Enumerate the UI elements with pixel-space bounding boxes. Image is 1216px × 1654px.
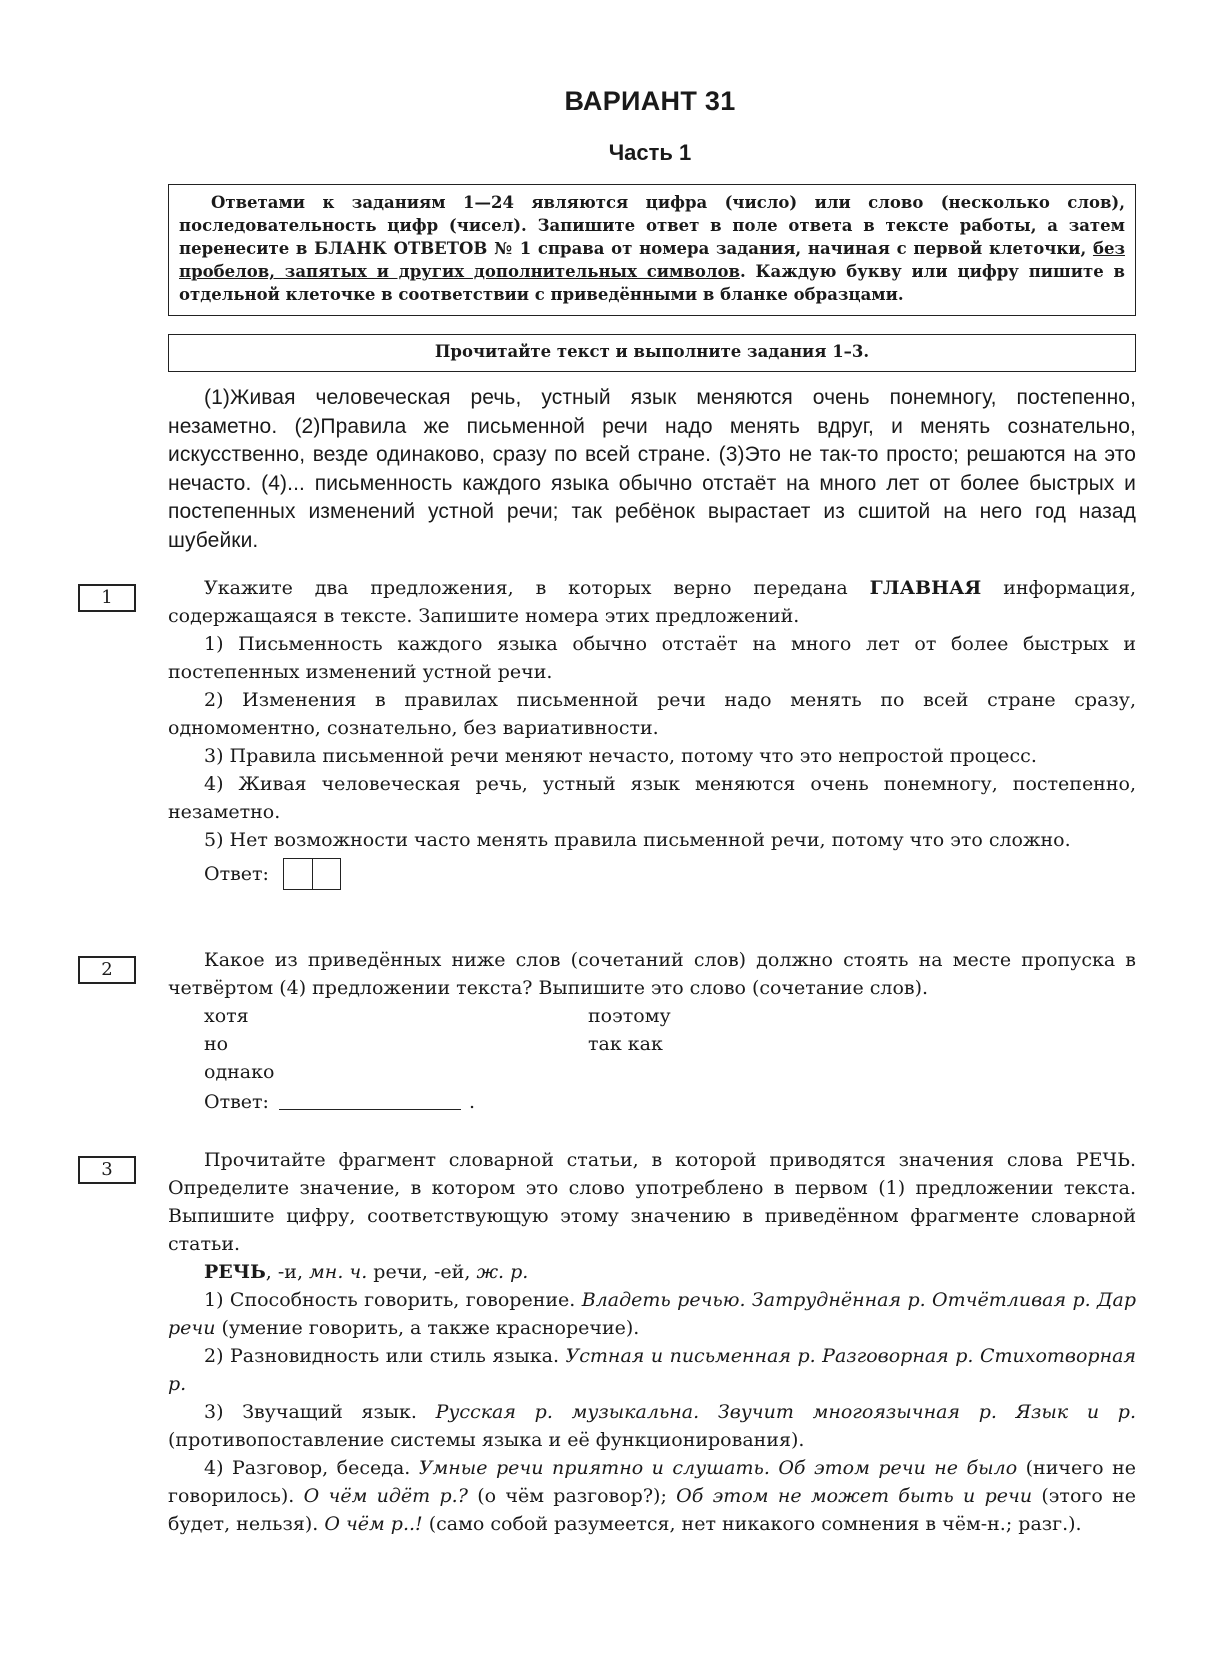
word-option: так как bbox=[588, 1033, 663, 1055]
task-1-option-2: 2) Изменения в правилах письменной речи надо менять по всей стране сразу, одномоментно, сознательно, без вариативности. bbox=[168, 689, 1136, 739]
instructions-underlined: без пробелов, запятых и других дополнительных символов bbox=[179, 239, 1125, 281]
task-1-option-1: 1) Письменность каждого языка обычно отстаёт на много лет от более быстрых и постепенных изменений устной речи. bbox=[168, 633, 1136, 683]
read-prompt-box bbox=[168, 334, 1136, 372]
definition-4: 4) Разговор, беседа. Умные речи приятно и слушать. Об этом речи не было (ничего не говорилось). О чём идёт р.? (о чём разговор?); Об этом не может быть и речи (этого не будет, нельзя). О чём р..! (само собой разумеется, нет никакого сомнения в чём-н.; разг.). bbox=[168, 1457, 1137, 1535]
answer-cell[interactable] bbox=[284, 859, 312, 889]
task-2-answer-row bbox=[168, 1088, 1136, 1116]
task-1-answer-row bbox=[168, 858, 1136, 890]
task-2-answer-period: . bbox=[468, 1091, 475, 1113]
task-2-answer-label: Ответ: bbox=[204, 1091, 269, 1113]
definition-3: 3) Звучащий язык. Русская р. музыкальна. Звучит многоязычная р. Язык и р. (противопоставление системы языка и её функционирования). bbox=[168, 1401, 1136, 1451]
task-1 bbox=[168, 574, 1136, 890]
task-1-option-3: 3) Правила письменной речи меняют нечасто, потому что это непростой процесс. bbox=[204, 745, 1037, 767]
word-option: однако bbox=[204, 1061, 275, 1083]
dictionary-headword: РЕЧЬ bbox=[204, 1261, 266, 1283]
task-1-answer-cells[interactable] bbox=[283, 858, 341, 890]
answer-cell[interactable] bbox=[312, 859, 340, 889]
reading-passage: (1)Живая человеческая речь, устный язык меняются очень понемногу, постепенно, незаметно. (2)Правила же письменной речи надо менять вдруг, и менять сознательно, искусственно, везде одинаково, сразу по всей стране. (3)Это не так-то просто; решаются на это нечасто. (4)... письменность каждого языка обычно отстаёт на много лет от более быстрых и постепенных изменений устной речи; так ребёнок вырастает из сшитой на него год назад шубейки. bbox=[168, 386, 1136, 552]
part-title: Часть 1 bbox=[608, 140, 692, 165]
word-option: поэтому bbox=[588, 1005, 671, 1027]
definition-1: 1) Способность говорить, говорение. Владеть речью. Затруднённая р. Отчётливая р. Дар речи (умение говорить, а также красноречие). bbox=[168, 1289, 1136, 1339]
task-3-prompt: Прочитайте фрагмент словарной статьи, в которой приводятся значения слова РЕЧЬ. Определите значение, в котором это слово употреблено в первом (1) предложении текста. Выпишите цифру, соответствующую этому значению в приведённом фрагменте словарной статьи. bbox=[168, 1149, 1136, 1255]
task-1-answer-label: Ответ: bbox=[204, 863, 269, 885]
definition-2: 2) Разновидность или стиль языка. Устная и письменная р. Разговорная р. Стихотворная р. bbox=[168, 1345, 1136, 1395]
task-1-option-5: 5) Нет возможности часто менять правила письменной речи, потому что это сложно. bbox=[204, 829, 1071, 851]
task-1-emphasis: ГЛАВНАЯ bbox=[869, 577, 982, 599]
word-option: хотя bbox=[204, 1005, 249, 1027]
task-1-prompt: Укажите два предложения, в которых верно передана ГЛАВНАЯ информация, содержащаяся в тексте. Запишите номера этих предложений. bbox=[168, 577, 1137, 627]
instructions-text: Ответами к заданиям 1—24 являются цифра (число) или слово (несколько слов), последовательность цифр (чисел). Запишите ответ в поле ответа в тексте работы, а затем перенесите в БЛАНК ОТВЕТОВ № 1 справа от номера задания, начиная с первой клеточки, bbox=[179, 193, 1125, 258]
instructions-text-end: . Каждую букву или цифру пишите в отдельной клеточке в соответствии с приведёнными в бланке образцами. bbox=[179, 262, 1125, 304]
task-2-prompt: Какое из приведённых ниже слов (сочетаний слов) должно стоять на месте пропуска в четвёртом (4) предложении текста? Выпишите это слово (сочетание слов). bbox=[168, 949, 1136, 999]
word-option: но bbox=[204, 1033, 229, 1055]
instructions-box bbox=[168, 184, 1136, 316]
task-number-3: 3 bbox=[78, 1156, 136, 1184]
task-3 bbox=[168, 1146, 1136, 1538]
task-1-option-4: 4) Живая человеческая речь, устный язык меняются очень понемногу, постепенно, незаметно. bbox=[168, 773, 1136, 823]
dictionary-headword-line: РЕЧЬ, -и, мн. ч. речи, -ей, ж. р. bbox=[204, 1261, 529, 1283]
task-number-2: 2 bbox=[78, 956, 136, 984]
task-2-answer-field[interactable] bbox=[279, 1095, 461, 1110]
read-prompt: Прочитайте текст и выполните задания 1–3. bbox=[434, 342, 870, 361]
task-2 bbox=[168, 946, 1136, 1116]
variant-title: ВАРИАНТ 31 bbox=[564, 86, 736, 116]
task-number-1: 1 bbox=[78, 584, 136, 612]
task-2-word-list bbox=[168, 1002, 1136, 1086]
